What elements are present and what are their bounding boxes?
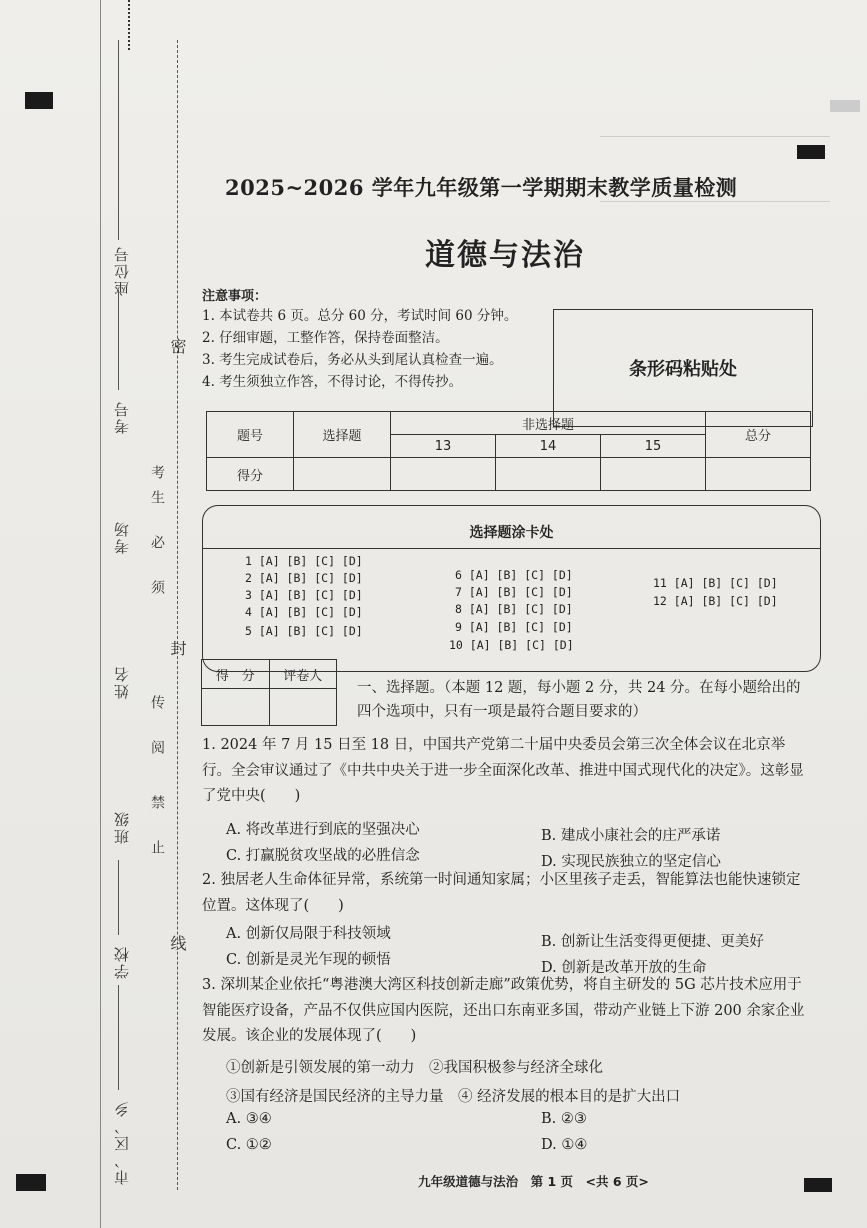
barcode-box xyxy=(553,309,813,427)
field-line xyxy=(118,40,119,240)
score-table-row-label: 得分 xyxy=(207,458,294,491)
seal-warning-2: 生 xyxy=(149,490,165,504)
barcode-label: 条形码粘贴处 xyxy=(629,359,737,380)
score-cell-13[interactable] xyxy=(391,458,496,491)
seal-mark-feng: 封 xyxy=(168,640,187,656)
field-class: 班级 xyxy=(113,810,131,844)
score-table-col-14: 14 xyxy=(496,435,601,458)
seal-warning-5: 传 xyxy=(149,695,165,709)
q1-option-a[interactable]: A. 将改革进行到底的坚强决心 xyxy=(226,822,420,838)
grader-table xyxy=(201,659,337,726)
grader-score-label: 得 分 xyxy=(202,660,270,689)
answer-item-6[interactable]: 6 [A] [B] [C] [D] xyxy=(455,568,573,582)
seal-dashed-line xyxy=(177,40,178,1190)
grader-name-label: 评卷人 xyxy=(269,660,337,689)
answer-item-1[interactable]: 1 [A] [B] [C] [D] xyxy=(245,554,363,568)
registration-mark-top-right xyxy=(797,145,825,159)
q2-option-d[interactable]: D. 创新是改革开放的生命 xyxy=(541,960,707,976)
notice-item: 1. 本试卷共 6 页。总分 60 分，考试时间 60 分钟。 xyxy=(202,308,518,324)
score-table-header-total: 总分 xyxy=(706,412,811,458)
field-line xyxy=(118,985,119,1090)
seal-mark-mi: 密 xyxy=(168,338,187,354)
q3-option-a[interactable]: A. ③④ xyxy=(226,1111,272,1127)
answer-item-12[interactable]: 12 [A] [B] [C] [D] xyxy=(653,594,778,608)
answer-item-4[interactable]: 4 [A] [B] [C] [D] xyxy=(245,605,363,619)
page-footer: 九年级道德与法治 第 1 页 <共 6 页> xyxy=(418,1174,649,1189)
field-line xyxy=(118,290,119,390)
q3-statements-2: ③国有经济是国民经济的主导力量 ④ 经济发展的根本目的是扩大出口 xyxy=(226,1089,681,1105)
field-school: 学校 xyxy=(113,945,131,979)
answer-item-3[interactable]: 3 [A] [B] [C] [D] xyxy=(245,588,363,602)
q2-option-a[interactable]: A. 创新仅局限于科技领域 xyxy=(226,926,391,942)
notice-heading: 注意事项： xyxy=(202,289,268,304)
answer-item-10[interactable]: 10 [A] [B] [C] [D] xyxy=(449,638,574,652)
score-table-col-15: 15 xyxy=(601,435,706,458)
q2-option-c[interactable]: C. 创新是灵光乍现的顿悟 xyxy=(226,952,391,968)
q3-option-c[interactable]: C. ①② xyxy=(226,1137,272,1153)
seal-warning-7: 禁 xyxy=(149,795,165,809)
answer-item-2[interactable]: 2 [A] [B] [C] [D] xyxy=(245,571,363,585)
binding-dashed-line xyxy=(100,0,101,1228)
binding-margin xyxy=(0,0,200,1228)
seal-mark-xian: 线 xyxy=(168,935,187,951)
answer-item-7[interactable]: 7 [A] [B] [C] [D] xyxy=(455,585,573,599)
q1-option-d[interactable]: D. 实现民族独立的坚定信心 xyxy=(541,854,721,870)
q2-option-b[interactable]: B. 创新让生活变得更便捷、更美好 xyxy=(541,934,764,950)
answer-card xyxy=(202,505,821,672)
q1-option-b[interactable]: B. 建成小康社会的庄严承诺 xyxy=(541,828,721,844)
registration-mark-top-strip xyxy=(830,100,860,112)
q3-option-b[interactable]: B. ②③ xyxy=(541,1111,587,1127)
score-table-header-choice: 选择题 xyxy=(294,412,391,458)
field-line xyxy=(118,860,119,935)
section-heading: 一、选择题。（本题 12 题，每小题 2 分，共 24 分。在每小题给出的四个选项中，只有一项是最符合题目要求的） xyxy=(357,680,801,720)
answer-item-11[interactable]: 11 [A] [B] [C] [D] xyxy=(653,576,778,590)
field-district: 市、区、乡 xyxy=(113,1100,131,1185)
notice-item: 4. 考生须独立作答，不得讨论，不得传抄。 xyxy=(202,374,463,390)
subject-title: 道德与法治 xyxy=(425,238,585,273)
edge-dotted-line xyxy=(128,0,130,50)
field-exam-number: 考号 xyxy=(113,400,131,434)
seal-warning-3: 必 xyxy=(149,535,165,549)
field-seat: 座位号 xyxy=(113,245,131,296)
grader-score-cell[interactable] xyxy=(202,689,270,726)
answer-card-title: 选择题涂卡处 xyxy=(469,525,554,541)
field-name: 姓名 xyxy=(113,665,131,699)
notice-list xyxy=(202,305,517,393)
field-exam-room: 考场 xyxy=(113,520,131,554)
seal-warning-1: 考 xyxy=(149,465,165,479)
answer-item-8[interactable]: 8 [A] [B] [C] [D] xyxy=(455,602,573,616)
bleed-through-decoration xyxy=(600,130,830,137)
answer-item-9[interactable]: 9 [A] [B] [C] [D] xyxy=(455,620,573,634)
question-2-stem: 2. 独居老人生命体征异常，系统第一时间通知家属；小区里孩子走丢，智能算法也能快速锁定位置。这体现了( ) xyxy=(202,872,801,914)
seal-warning-4: 须 xyxy=(149,580,165,594)
question-1-stem: 1. 2024 年 7 月 15 日至 18 日，中国共产党第二十届中央委员会第三次全体会议在北京举行。全会审议通过了《中共中央关于进一步全面深化改革、推进中国式现代化的决定》。这彰显了党中央( ) xyxy=(202,737,804,804)
exam-title: 2025~2026 学年九年级第一学期期末教学质量检测 xyxy=(225,175,738,200)
notice-item: 3. 考生完成试卷后，务必从头到尾认真检查一遍。 xyxy=(202,352,503,368)
q3-option-d[interactable]: D. ①④ xyxy=(541,1137,588,1153)
grader-name-cell[interactable] xyxy=(269,689,337,726)
score-table-header-number: 题号 xyxy=(207,412,294,458)
score-cell-choice[interactable] xyxy=(294,458,391,491)
score-cell-14[interactable] xyxy=(496,458,601,491)
q3-statements-1: ①创新是引领发展的第一动力 ②我国积极参与经济全球化 xyxy=(226,1060,603,1076)
score-table xyxy=(206,411,811,491)
score-cell-15[interactable] xyxy=(601,458,706,491)
seal-warning-8: 止 xyxy=(149,840,165,854)
seal-warning-6: 阅 xyxy=(149,740,165,754)
q1-option-c[interactable]: C. 打赢脱贫攻坚战的必胜信念 xyxy=(226,848,420,864)
question-3-stem: 3. 深圳某企业依托“粤港澳大湾区科技创新走廊”政策优势，将自主研发的 5G 芯片技术应用于智能医疗设备，产品不仅供应国内医院，还出口东南亚多国，带动产业链上下游 200 余家企业发展。该企业的发展体现了( ) xyxy=(202,977,805,1044)
notice-item: 2. 仔细审题，工整作答，保持卷面整洁。 xyxy=(202,330,449,346)
answer-card-divider xyxy=(203,548,820,549)
answer-item-5[interactable]: 5 [A] [B] [C] [D] xyxy=(245,624,363,638)
score-cell-total[interactable] xyxy=(706,458,811,491)
score-table-col-13: 13 xyxy=(391,435,496,458)
score-table-header-nonchoice: 非选择题 xyxy=(391,412,706,435)
